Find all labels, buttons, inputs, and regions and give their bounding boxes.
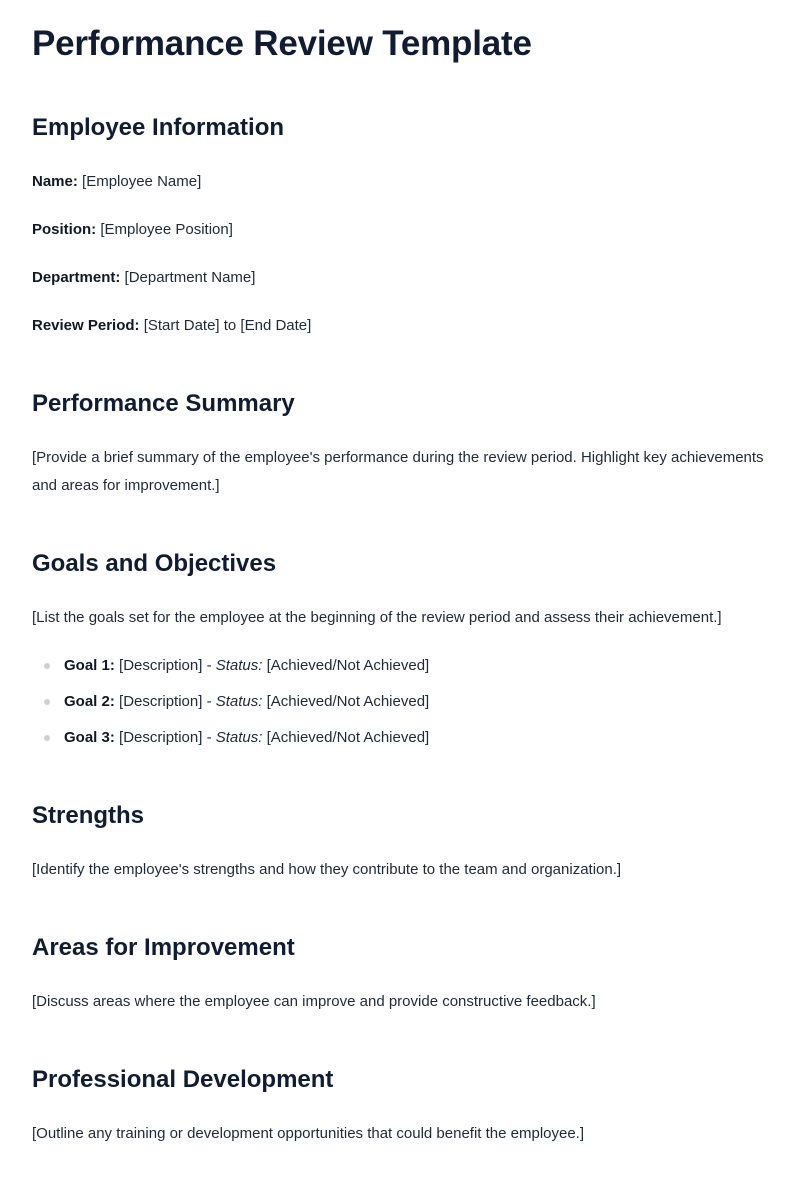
field-position-value: [Employee Position] (100, 221, 233, 238)
improvement-body: [Discuss areas where the employee can improve and provide constructive feedback.] (32, 993, 596, 1010)
summary-body: [Provide a brief summary of the employee's performance during the review period. Highlight key achievements and areas for improvement.] (32, 449, 764, 494)
field-review-period (32, 312, 768, 340)
goal-status-value: [Achieved/Not Achieved] (266, 729, 430, 746)
goal-status-value: [Achieved/Not Achieved] (266, 657, 430, 674)
improvement-heading: Areas for Improvement (32, 934, 295, 961)
goal-item (32, 724, 768, 760)
strengths-body: [Identify the employee's strengths and how they contribute to the team and organization.] (32, 861, 622, 878)
field-name-value: [Employee Name] (82, 173, 202, 190)
field-name (32, 168, 768, 196)
goals-intro: [List the goals set for the employee at the beginning of the review period and assess their achievement.] (32, 609, 722, 626)
goal-status-label: Status: (215, 729, 263, 746)
development-body: [Outline any training or development opportunities that could benefit the employee.] (32, 1125, 585, 1142)
page-title: Performance Review Template (32, 24, 532, 63)
goal-description: [Description] - (119, 729, 212, 746)
goal-status-label: Status: (215, 657, 263, 674)
field-department-value: [Department Name] (124, 269, 256, 286)
field-name-label: Name: (32, 173, 78, 190)
field-department (32, 264, 768, 292)
goals-heading: Goals and Objectives (32, 550, 277, 577)
goal-item (32, 652, 768, 688)
goals-list (32, 652, 768, 760)
goal-label: Goal 2: (64, 693, 115, 710)
field-department-label: Department: (32, 269, 121, 286)
summary-heading: Performance Summary (32, 390, 295, 417)
strengths-heading: Strengths (32, 802, 145, 829)
goal-description: [Description] - (119, 657, 212, 674)
goal-label: Goal 3: (64, 729, 115, 746)
goal-item (32, 688, 768, 724)
goal-label: Goal 1: (64, 657, 115, 674)
goal-status-label: Status: (215, 693, 263, 710)
field-review-period-label: Review Period: (32, 317, 140, 334)
goal-description: [Description] - (119, 693, 212, 710)
development-heading: Professional Development (32, 1066, 334, 1093)
field-position (32, 216, 768, 244)
goal-status-value: [Achieved/Not Achieved] (266, 693, 430, 710)
employee-info-heading: Employee Information (32, 114, 285, 141)
field-position-label: Position: (32, 221, 97, 238)
field-review-period-value: [Start Date] to [End Date] (143, 317, 312, 334)
